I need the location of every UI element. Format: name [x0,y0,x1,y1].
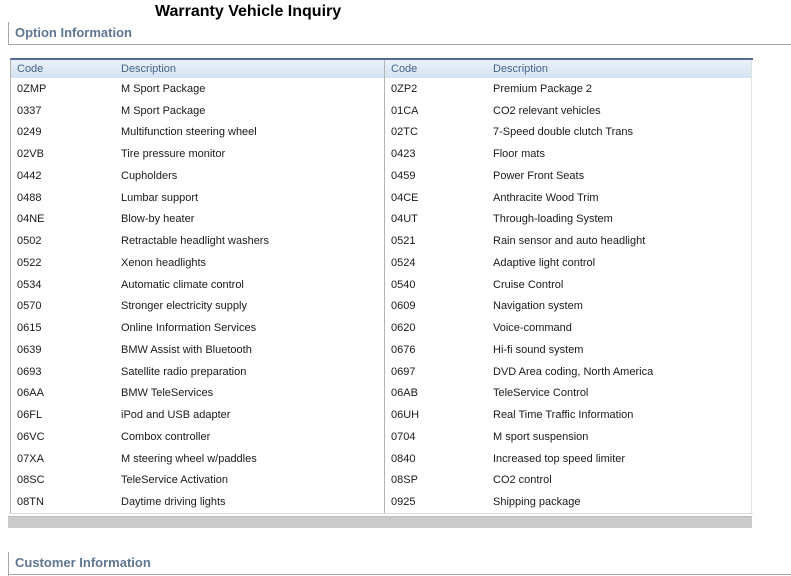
option-description: Stronger electricity supply [121,300,247,313]
column-header-description: Description [487,60,752,78]
option-description: M sport suspension [493,430,589,443]
option-description: Anthracite Wood Trim [493,191,599,204]
page-title: Warranty Vehicle Inquiry [155,3,342,20]
option-description: Through-loading System [493,213,613,226]
horizontal-scrollbar[interactable] [8,516,752,528]
option-description: Real Time Traffic Information [493,409,634,422]
option-description: iPod and USB adapter [121,409,231,422]
table-row [11,187,385,209]
option-description: Adaptive light control [493,256,596,269]
option-description: Multifunction steering wheel [121,126,257,139]
option-code: 0249 [17,126,42,139]
option-code: 06AA [17,387,44,400]
option-code: 0676 [391,343,416,356]
table-row [11,491,385,513]
option-description: DVD Area coding, North America [493,365,654,378]
option-code: 0521 [391,235,416,248]
table-row [385,274,752,296]
option-description: 7-Speed double clutch Trans [493,126,634,139]
option-code: 01CA [391,104,419,117]
option-description: Satellite radio preparation [121,365,247,378]
table-row [385,78,752,100]
table-header-row [385,60,752,78]
option-description: CO2 control [493,474,552,487]
table-row [385,491,752,513]
option-code: 0639 [17,343,42,356]
section-header-option-information [8,22,791,45]
option-code: 0502 [17,235,42,248]
table-row [11,404,385,426]
option-code: 0540 [391,278,416,291]
option-description: Voice-command [493,322,572,335]
option-description: Automatic climate control [121,278,244,291]
table-row [11,361,385,383]
table-header-row [11,60,385,78]
option-description: Online Information Services [121,322,257,335]
table-row [11,296,385,318]
table-row [11,165,385,187]
table-row [385,448,752,470]
option-code: 06AB [391,387,418,400]
table-row [385,252,752,274]
section-heading-label: Option Information [15,25,132,40]
table-row [385,404,752,426]
option-code: 0840 [391,452,416,465]
option-code: 0570 [17,300,42,313]
option-description: Floor mats [493,148,545,161]
table-row [11,122,385,144]
table-row [11,252,385,274]
option-table-left [11,60,385,513]
option-code: 07XA [17,452,44,465]
option-code: 0524 [391,256,416,269]
option-code: 08TN [17,496,44,509]
table-row [385,296,752,318]
table-row [385,122,752,144]
option-code: 0488 [17,191,42,204]
column-header-description: Description [115,60,385,78]
option-description: Combox controller [121,430,211,443]
table-row [11,78,385,100]
option-code: 04UT [391,213,418,226]
table-row [385,361,752,383]
option-description: Tire pressure monitor [121,148,226,161]
option-code: 04NE [17,213,45,226]
option-tables-container [10,58,753,514]
option-description: Cupholders [121,169,178,182]
table-row [11,143,385,165]
option-code: 0615 [17,322,42,335]
table-row [385,209,752,231]
table-row [11,448,385,470]
option-code: 06UH [391,409,420,422]
table-row [385,230,752,252]
option-code: 02VB [17,148,44,161]
option-code: 0337 [17,104,42,117]
option-description: TeleService Activation [121,474,228,487]
option-code: 0693 [17,365,42,378]
table-row [385,143,752,165]
option-code: 0459 [391,169,416,182]
table-row [385,100,752,122]
option-code: 0620 [391,322,416,335]
table-row [385,165,752,187]
table-row [11,209,385,231]
option-description: BMW Assist with Bluetooth [121,343,252,356]
option-description: M Sport Package [121,82,206,95]
option-description: Cruise Control [493,278,564,291]
option-code: 04CE [391,191,419,204]
section-header-customer-information [8,552,791,575]
table-row [11,100,385,122]
option-code: 06VC [17,430,45,443]
table-row [11,470,385,492]
option-code: 0697 [391,365,416,378]
option-description: CO2 relevant vehicles [493,104,601,117]
table-row [11,383,385,405]
option-code: 06FL [17,409,43,422]
table-row [385,187,752,209]
option-description: Increased top speed limiter [493,452,626,465]
option-description: Navigation system [493,300,583,313]
table-row [385,426,752,448]
table-row [11,426,385,448]
option-description: Daytime driving lights [121,496,226,509]
option-description: Xenon headlights [121,256,207,269]
option-description: TeleService Control [493,387,589,400]
option-code: 0534 [17,278,42,291]
section-heading-label: Customer Information [15,555,151,570]
table-row [385,339,752,361]
table-row [11,317,385,339]
table-row [385,317,752,339]
table-row [11,230,385,252]
option-description: Lumbar support [121,191,199,204]
column-header-code: Code [11,60,115,78]
option-description: M steering wheel w/paddles [121,452,257,465]
option-description: M Sport Package [121,104,206,117]
option-description: Shipping package [493,496,581,509]
option-code: 0704 [391,430,416,443]
option-description: Rain sensor and auto headlight [493,235,646,248]
option-code: 0925 [391,496,416,509]
option-code: 0522 [17,256,42,269]
table-row [385,383,752,405]
option-code: 0ZMP [17,82,47,95]
option-table-right [385,60,752,513]
option-description: Blow-by heater [121,213,195,226]
option-description: Premium Package 2 [493,82,593,95]
column-header-code: Code [385,60,487,78]
table-row [385,470,752,492]
option-description: Retractable headlight washers [121,235,269,248]
option-code: 08SP [391,474,418,487]
table-row [11,274,385,296]
option-description: Hi-fi sound system [493,343,584,356]
option-description: Power Front Seats [493,169,585,182]
option-code: 0609 [391,300,416,313]
option-code: 0442 [17,169,42,182]
option-code: 0423 [391,148,416,161]
option-description: BMW TeleServices [121,387,214,400]
option-code: 0ZP2 [391,82,418,95]
option-code: 08SC [17,474,45,487]
table-row [11,339,385,361]
option-code: 02TC [391,126,418,139]
